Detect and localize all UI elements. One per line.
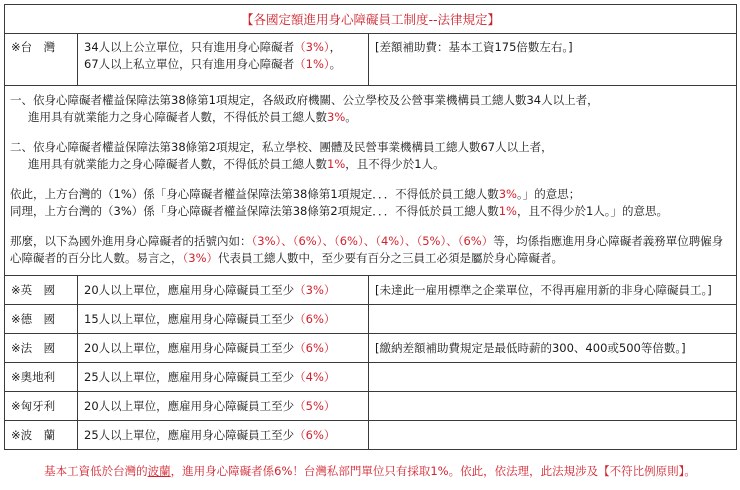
paragraph-foreign-explanation (10, 233, 731, 267)
paragraph-article-38-1 (10, 92, 731, 126)
footer-text: 基本工資低於台灣的 (44, 464, 148, 478)
explanation-cell (5, 86, 737, 276)
punct: 。 (345, 110, 357, 124)
table-row-country (5, 363, 737, 392)
quota-percent: （6%） (294, 427, 336, 442)
country-name: ※英 國 (5, 276, 78, 305)
para-text: 等，均係指應進用身心障礙者義務單位聘僱身心障礙者的百分比人數。易言之， (10, 234, 724, 265)
quota-percent: （3%） (294, 40, 330, 54)
para-text: 二、依身心障礙者權益保障法第38條第2項規定，私立學校、團體及民營事業機構員工總人數67人以上者， (10, 140, 553, 154)
country-rule (78, 392, 369, 421)
quota-percent: 1% (327, 157, 346, 171)
quota-percent: 1% (498, 204, 517, 218)
rule-text: 20人以上單位，應雇用身心障礙員工至少 (84, 282, 295, 297)
footer-conclusion (0, 463, 740, 479)
country-note (369, 392, 737, 421)
para-text: 進用具有就業能力之身心障礙者人數，不得低於員工總人數 (28, 110, 327, 124)
quota-percent: 3% (327, 110, 346, 124)
country-note (369, 421, 737, 450)
rule-text: 20人以上單位，應雇用身心障礙員工至少 (84, 398, 295, 413)
taiwan-note: [差額補助費：基本工資175倍數左右。] (369, 34, 737, 86)
table-row-country (5, 305, 737, 334)
para-text: ，且不得少於1人。 (345, 157, 445, 171)
country-rule (78, 421, 369, 450)
rule-text: 67人以上私立單位，只有進用身心障礙者 (84, 57, 295, 71)
country-name: ※匈牙利 (5, 392, 78, 421)
table-title: 【各國定額進用身心障礙員工制度--法律規定】 (5, 5, 737, 34)
country-rule (78, 334, 369, 363)
country-rule (78, 363, 369, 392)
rule-text: 15人以上單位，應雇用身心障礙員工至少 (84, 311, 295, 326)
para-text: 同理，上方台灣的（3%）係「身心障礙者權益保障法第38條第2項規定．．．不得低於員工總人數 (10, 204, 499, 218)
quota-percent: （3%） (182, 251, 218, 265)
country-note: [未達此一雇用標準之企業單位，不得再雇用新的非身心障礙員工。] (369, 276, 737, 305)
punct: ， (329, 40, 342, 54)
country-rule (78, 276, 369, 305)
quota-percent: （1%） (294, 57, 330, 71)
table-row-taiwan (5, 34, 737, 86)
table-row-country (5, 392, 737, 421)
table-row-country (5, 276, 737, 305)
country-note (369, 363, 737, 392)
quota-percent-list: （3%）、（6%）、（6%）、（4%）、（5%）、（6%） (251, 234, 494, 248)
para-text: 進用具有就業能力之身心障礙者人數，不得低於員工總人數 (28, 157, 327, 171)
country-name: ※台 灣 (5, 34, 78, 86)
country-note: [繳納差額補助費規定是最低時薪的300、400或500等倍數。] (369, 334, 737, 363)
para-text: 一、依身心障礙者權益保障法第38條第1項規定，各級政府機關、公立學校及公營事業機構員工總人數34人以上者， (10, 93, 599, 107)
quota-law-table (4, 4, 737, 450)
paragraph-interpretation (10, 186, 731, 220)
paragraph-article-38-2 (10, 139, 731, 173)
para-text: ，且不得少於1人。」的意思。 (516, 204, 669, 218)
para-text: 。」的意思； (516, 187, 581, 201)
country-name: ※奧地利 (5, 363, 78, 392)
rule-text: 34人以上公立單位，只有進用身心障礙者 (84, 40, 295, 54)
quota-percent: （4%） (294, 369, 336, 384)
quota-percent: （3%） (294, 282, 336, 297)
country-note (369, 305, 737, 334)
rule-text: 25人以上單位，應雇用身心障礙員工至少 (84, 427, 295, 442)
footer-text: ，進用身心障礙者係6%！台灣私部門單位只有採取1%。依此，依法理，此法規涉及【不符比例原則】。 (170, 464, 696, 478)
quota-percent: 3% (498, 187, 517, 201)
table-row-country (5, 421, 737, 450)
table-row-country (5, 334, 737, 363)
quota-percent: （6%） (294, 340, 336, 355)
footer-underlined-country: 波蘭 (147, 464, 171, 478)
country-name: ※德 國 (5, 305, 78, 334)
punct: 。 (329, 57, 342, 71)
quota-percent: （6%） (294, 311, 336, 326)
rule-text: 20人以上單位，應雇用身心障礙員工至少 (84, 340, 295, 355)
quota-percent: （5%） (294, 398, 336, 413)
rule-text: 25人以上單位，應雇用身心障礙員工至少 (84, 369, 295, 384)
para-text: 那麼，以下為國外進用身心障礙者的括號內如： (10, 234, 252, 248)
taiwan-rules (78, 34, 369, 86)
country-name: ※法 國 (5, 334, 78, 363)
table-row-explanation (5, 86, 737, 276)
para-text: 代表員工總人數中，至少要有百分之三員工必須是屬於身心障礙者。 (218, 251, 563, 265)
country-rule (78, 305, 369, 334)
para-text: 依此，上方台灣的（1%）係「身心障礙者權益保障法第38條第1項規定．．．不得低於員工總人數 (10, 187, 499, 201)
country-name: ※波 蘭 (5, 421, 78, 450)
